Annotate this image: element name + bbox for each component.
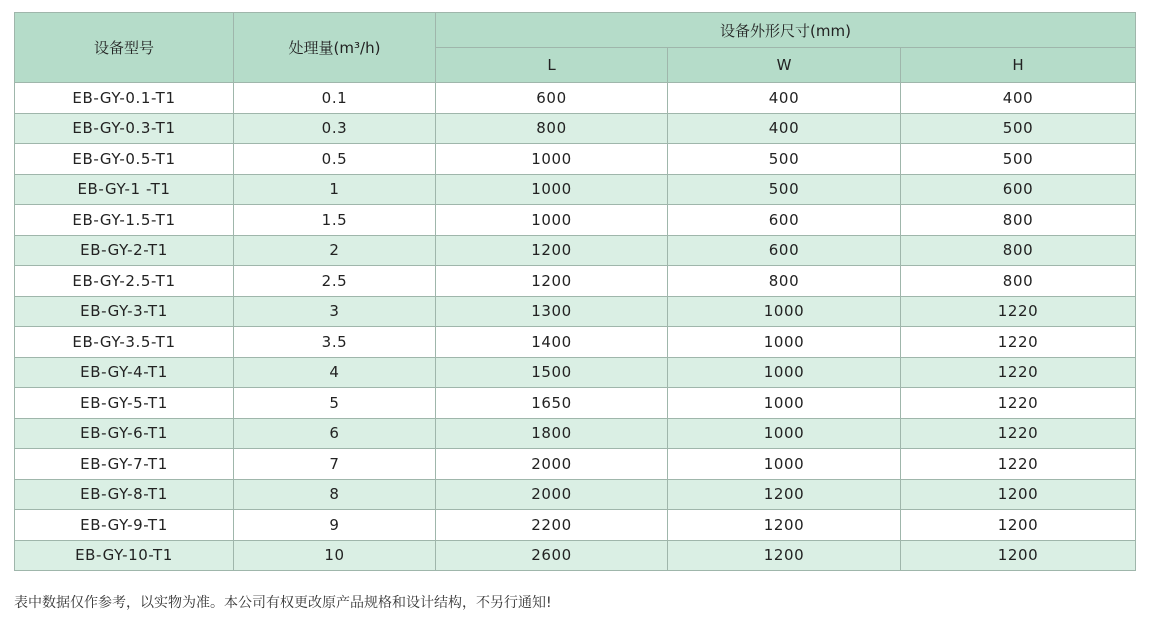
cell-model: EB-GY-6-T1: [15, 418, 234, 449]
cell-capacity: 3.5: [234, 327, 436, 358]
cell-width: 500: [668, 144, 901, 175]
cell-length: 600: [436, 83, 668, 114]
table-row: [15, 449, 1136, 480]
table-row: [15, 83, 1136, 114]
cell-capacity: 10: [234, 540, 436, 571]
spec-table: [14, 12, 1136, 571]
cell-width: 1000: [668, 388, 901, 419]
table-body: [15, 83, 1136, 571]
table-row: [15, 510, 1136, 541]
cell-capacity: 0.3: [234, 113, 436, 144]
table-row: [15, 479, 1136, 510]
header-model: 设备型号: [15, 13, 234, 83]
cell-width: 500: [668, 174, 901, 205]
table-header: [15, 13, 1136, 83]
cell-width: 1000: [668, 296, 901, 327]
cell-width: 1200: [668, 479, 901, 510]
cell-capacity: 8: [234, 479, 436, 510]
cell-width: 600: [668, 235, 901, 266]
cell-height: 1220: [901, 357, 1136, 388]
cell-capacity: 4: [234, 357, 436, 388]
cell-model: EB-GY-0.3-T1: [15, 113, 234, 144]
cell-length: 1650: [436, 388, 668, 419]
spec-table-container: [14, 12, 1136, 571]
table-row: [15, 205, 1136, 236]
cell-height: 500: [901, 144, 1136, 175]
cell-width: 600: [668, 205, 901, 236]
cell-capacity: 1.5: [234, 205, 436, 236]
header-height: H: [901, 48, 1136, 83]
cell-width: 1000: [668, 418, 901, 449]
cell-length: 2200: [436, 510, 668, 541]
cell-length: 1500: [436, 357, 668, 388]
table-row: [15, 235, 1136, 266]
table-row: [15, 174, 1136, 205]
cell-model: EB-GY-0.5-T1: [15, 144, 234, 175]
cell-capacity: 5: [234, 388, 436, 419]
table-row: [15, 388, 1136, 419]
cell-height: 800: [901, 205, 1136, 236]
cell-length: 800: [436, 113, 668, 144]
header-length: L: [436, 48, 668, 83]
cell-length: 1400: [436, 327, 668, 358]
disclaimer-note: 表中数据仅作参考，以实物为准。本公司有权更改原产品规格和设计结构，不另行通知!: [14, 595, 552, 611]
table-row: [15, 113, 1136, 144]
cell-height: 800: [901, 266, 1136, 297]
table-row: [15, 418, 1136, 449]
table-row: [15, 296, 1136, 327]
cell-height: 500: [901, 113, 1136, 144]
cell-height: 1220: [901, 418, 1136, 449]
cell-length: 1000: [436, 205, 668, 236]
cell-capacity: 0.1: [234, 83, 436, 114]
cell-width: 1000: [668, 357, 901, 388]
cell-capacity: 7: [234, 449, 436, 480]
cell-model: EB-GY-4-T1: [15, 357, 234, 388]
cell-height: 1200: [901, 479, 1136, 510]
cell-model: EB-GY-10-T1: [15, 540, 234, 571]
cell-width: 800: [668, 266, 901, 297]
cell-width: 1200: [668, 510, 901, 541]
cell-capacity: 1: [234, 174, 436, 205]
cell-width: 1000: [668, 449, 901, 480]
cell-model: EB-GY-7-T1: [15, 449, 234, 480]
cell-length: 1800: [436, 418, 668, 449]
cell-model: EB-GY-3-T1: [15, 296, 234, 327]
cell-capacity: 2: [234, 235, 436, 266]
cell-capacity: 2.5: [234, 266, 436, 297]
cell-height: 1220: [901, 449, 1136, 480]
cell-height: 800: [901, 235, 1136, 266]
cell-capacity: 0.5: [234, 144, 436, 175]
cell-height: 600: [901, 174, 1136, 205]
cell-length: 1200: [436, 266, 668, 297]
cell-length: 1200: [436, 235, 668, 266]
cell-length: 1000: [436, 144, 668, 175]
cell-length: 1300: [436, 296, 668, 327]
cell-model: EB-GY-0.1-T1: [15, 83, 234, 114]
cell-length: 1000: [436, 174, 668, 205]
cell-model: EB-GY-2.5-T1: [15, 266, 234, 297]
cell-model: EB-GY-8-T1: [15, 479, 234, 510]
table-row: [15, 540, 1136, 571]
cell-model: EB-GY-3.5-T1: [15, 327, 234, 358]
cell-model: EB-GY-1.5-T1: [15, 205, 234, 236]
table-row: [15, 266, 1136, 297]
cell-height: 1200: [901, 510, 1136, 541]
cell-capacity: 6: [234, 418, 436, 449]
cell-model: EB-GY-2-T1: [15, 235, 234, 266]
cell-width: 400: [668, 113, 901, 144]
table-row: [15, 144, 1136, 175]
cell-height: 1220: [901, 327, 1136, 358]
cell-length: 2000: [436, 479, 668, 510]
cell-capacity: 9: [234, 510, 436, 541]
header-dimensions: 设备外形尺寸(mm): [436, 13, 1136, 48]
cell-capacity: 3: [234, 296, 436, 327]
cell-length: 2000: [436, 449, 668, 480]
header-width: W: [668, 48, 901, 83]
header-capacity: 处理量(m³/h): [234, 13, 436, 83]
cell-height: 400: [901, 83, 1136, 114]
cell-width: 400: [668, 83, 901, 114]
cell-model: EB-GY-9-T1: [15, 510, 234, 541]
cell-height: 1200: [901, 540, 1136, 571]
cell-width: 1000: [668, 327, 901, 358]
table-row: [15, 327, 1136, 358]
table-row: [15, 357, 1136, 388]
cell-model: EB-GY-1 -T1: [15, 174, 234, 205]
cell-height: 1220: [901, 296, 1136, 327]
cell-width: 1200: [668, 540, 901, 571]
cell-model: EB-GY-5-T1: [15, 388, 234, 419]
cell-length: 2600: [436, 540, 668, 571]
cell-height: 1220: [901, 388, 1136, 419]
